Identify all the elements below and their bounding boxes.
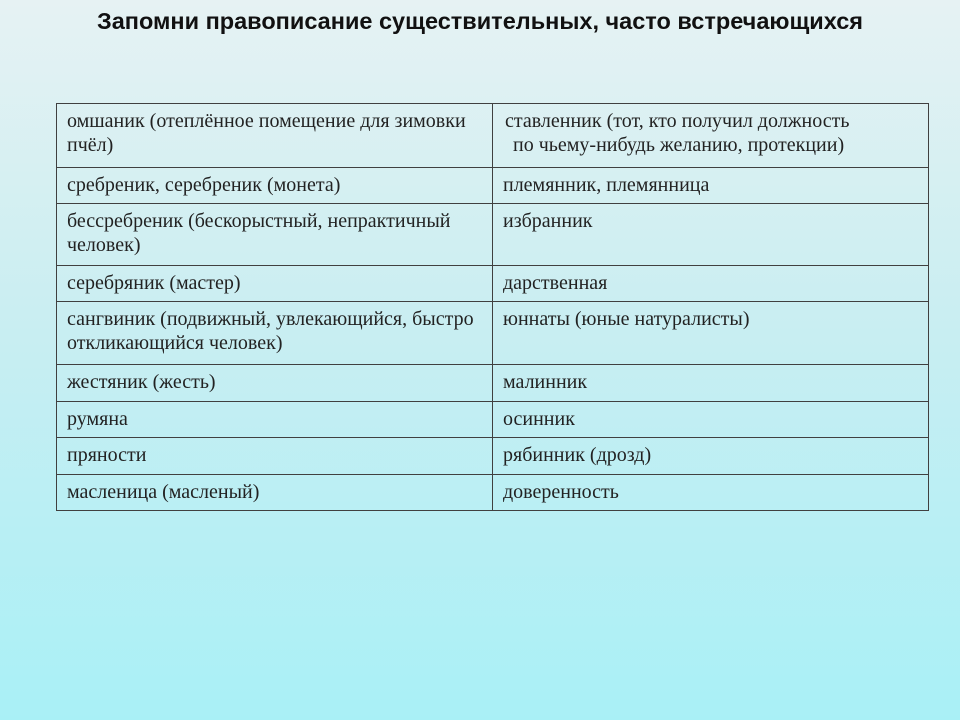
table-row: [57, 302, 929, 365]
table-row: [57, 168, 929, 204]
table-cell-left: сребреник, серебреник (монета): [57, 168, 493, 204]
spelling-table: [56, 103, 929, 511]
table-cell-right: избранник: [493, 204, 929, 266]
table-cell-left: сангвиник (подвижный, увлекающийся, быстро откликающийся человек): [57, 302, 493, 365]
table-cell-right: доверенность: [493, 475, 929, 511]
table-cell-left: жестяник (жесть): [57, 365, 493, 402]
table-cell-right: малинник: [493, 365, 929, 402]
table-cell-left: серебряник (мастер): [57, 266, 493, 302]
table-cell-left: румяна: [57, 402, 493, 438]
table-cell-left: омшаник (отеплённое помещение для зимовки пчёл): [57, 104, 493, 168]
table-cell-left: бессребреник (бескорыстный, непрактичный человек): [57, 204, 493, 266]
table-cell-right: дарственная: [493, 266, 929, 302]
table-row: [57, 402, 929, 438]
table-cell-right: осинник: [493, 402, 929, 438]
table-cell-right: племянник, племянница: [493, 168, 929, 204]
table-row: [57, 104, 929, 168]
table-cell-left: масленица (масленый): [57, 475, 493, 511]
table-row: [57, 204, 929, 266]
table-row: [57, 266, 929, 302]
table-cell-right-line: по чьему-нибудь желанию, протекции): [513, 134, 845, 156]
table-cell-right: рябинник (дрозд): [493, 438, 929, 475]
table-cell-right-line: ставленник (тот, кто получил должность: [505, 110, 850, 132]
page-title: Запомни правописание существительных, часто встречающихся: [96, 8, 863, 34]
table-row: [57, 438, 929, 475]
table-cell-left: пряности: [57, 438, 493, 475]
table-cell-right: юннаты (юные натуралисты): [493, 302, 929, 365]
table-row: [57, 475, 929, 511]
table-row: [57, 365, 929, 402]
table-cell-right: [493, 104, 929, 168]
